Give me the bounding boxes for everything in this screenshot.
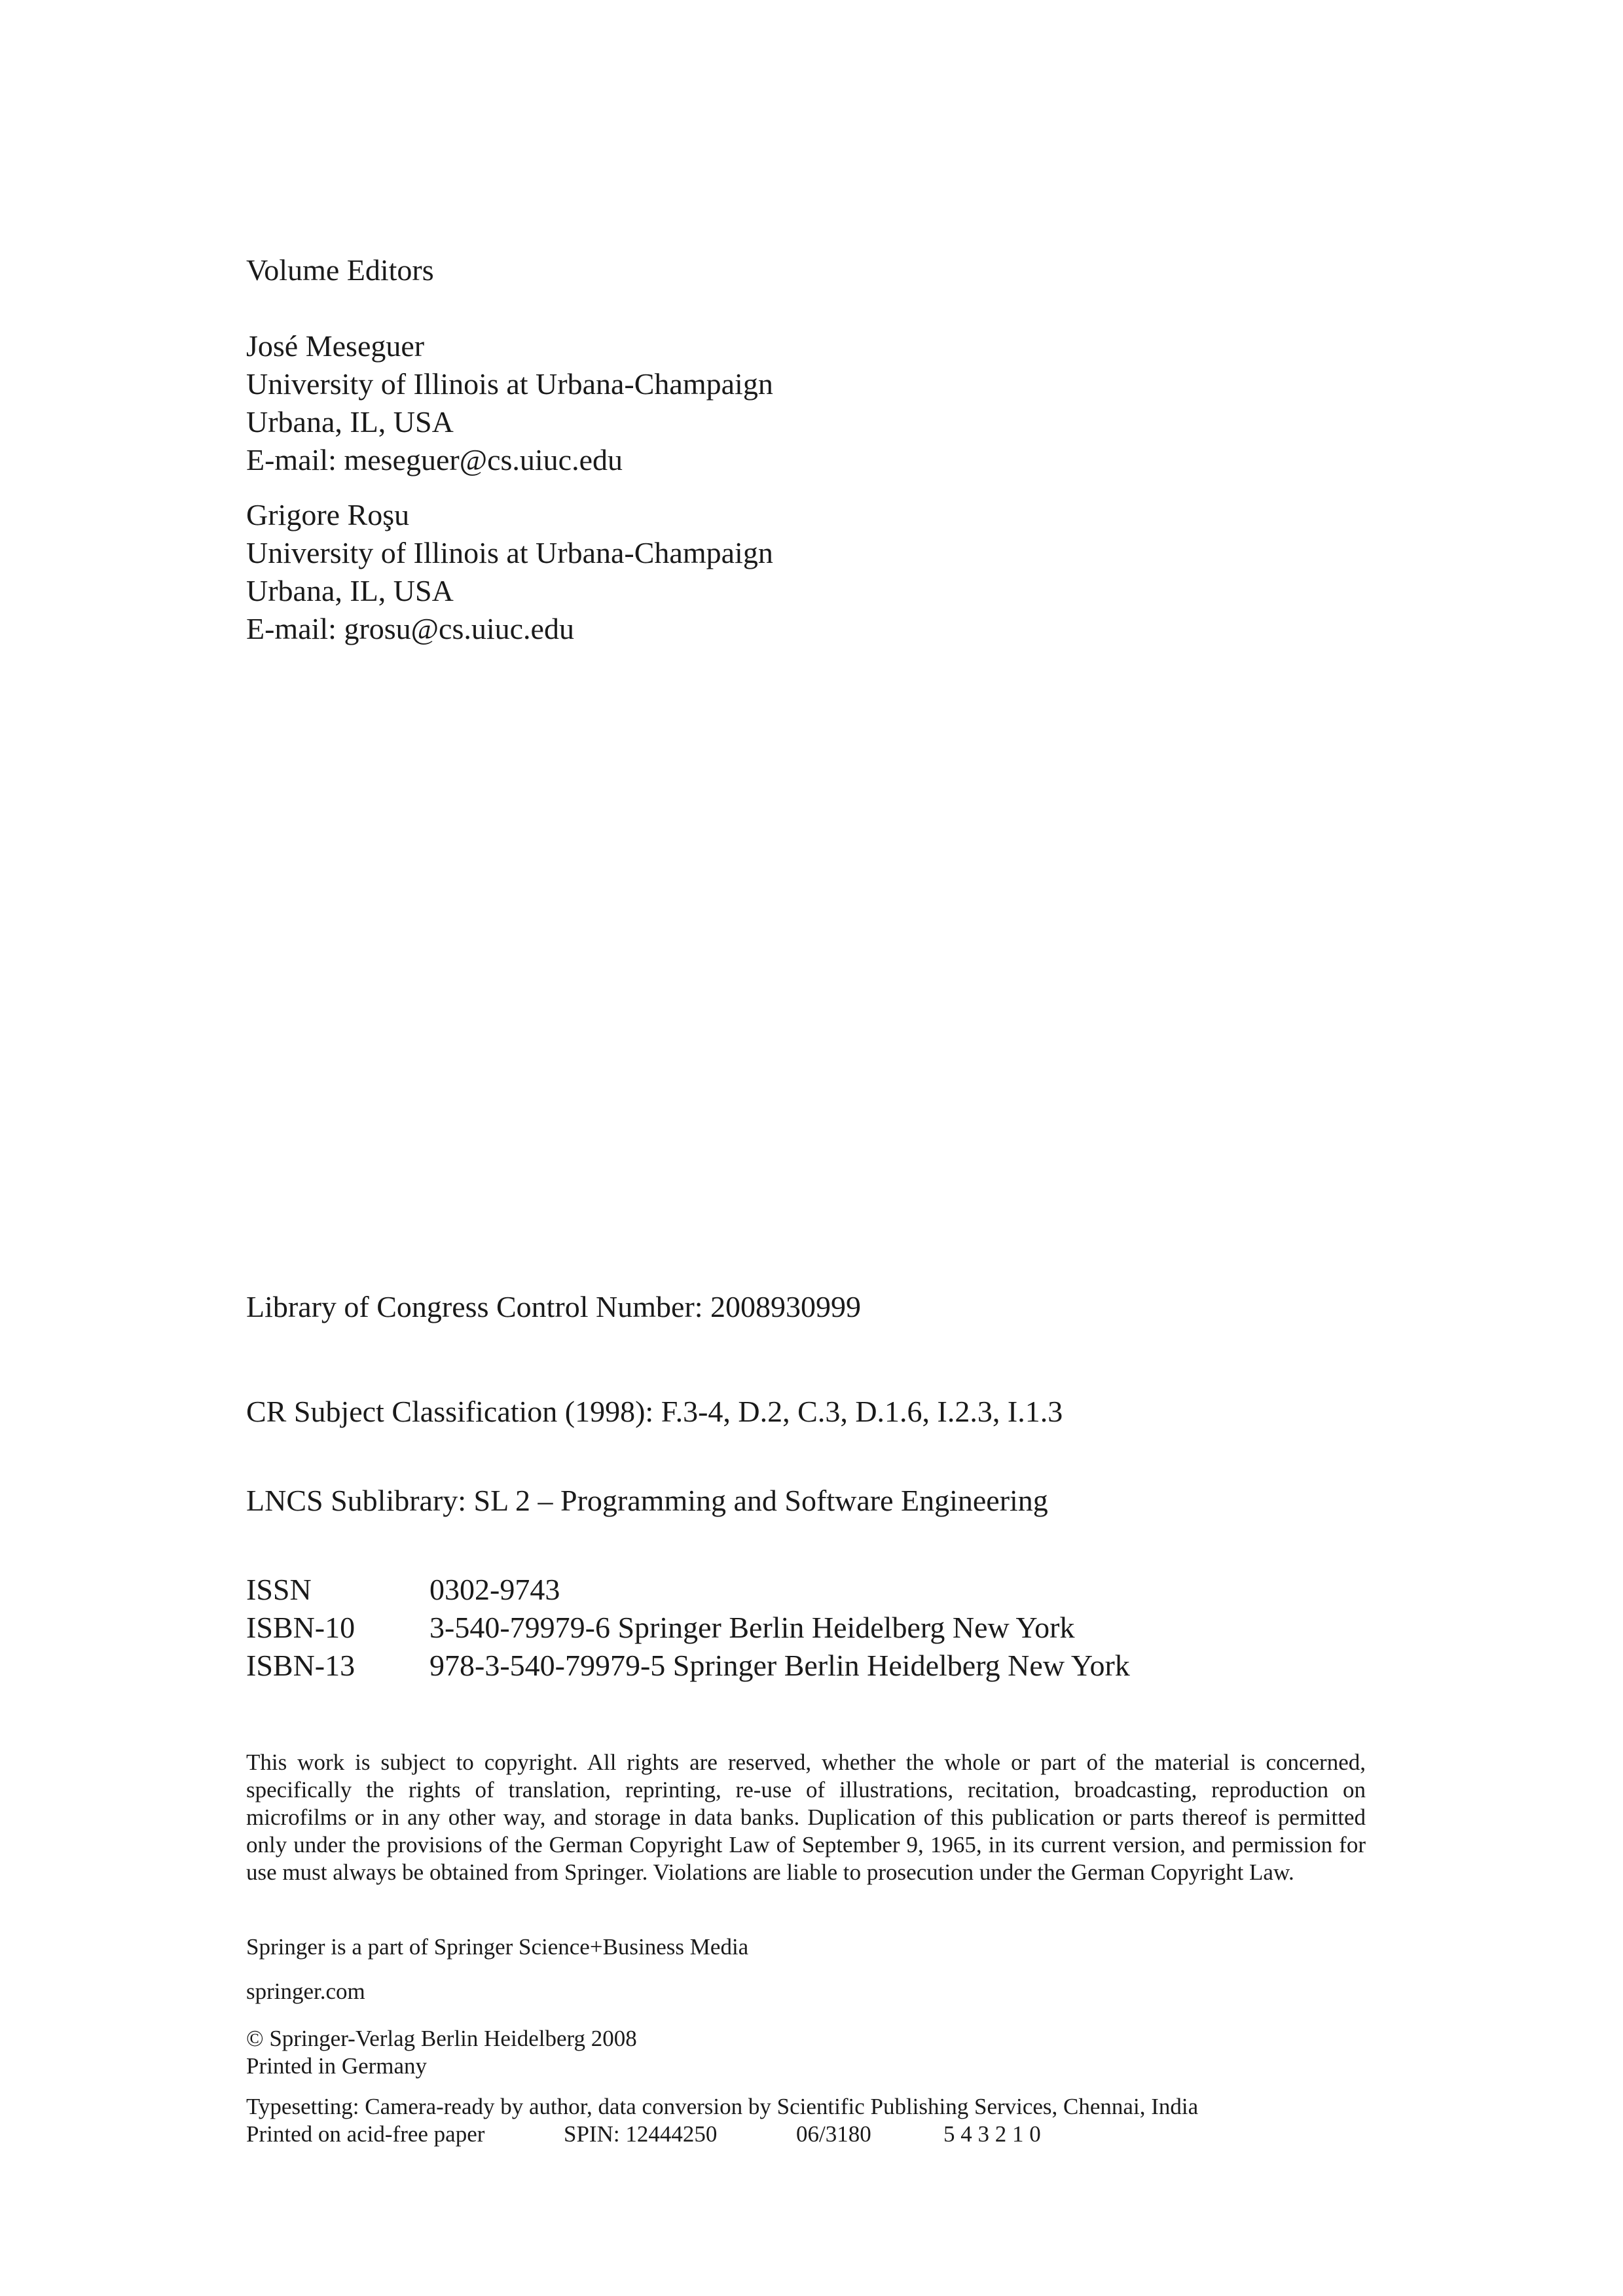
editor-affiliation: University of Illinois at Urbana-Champaign — [246, 536, 773, 569]
footer-row — [246, 2121, 1379, 2148]
printed-in-line: Printed in Germany — [246, 2053, 428, 2079]
volume-editors-heading — [246, 251, 434, 289]
lncs-sublibrary: LNCS Sublibrary: SL 2 – Programming and Software Engineering — [246, 1484, 1048, 1517]
identifier-row-isbn13 — [246, 1647, 1130, 1685]
editor-entry — [246, 327, 773, 479]
springer-url: springer.com — [246, 1979, 365, 2004]
typesetting-footer — [246, 2093, 1379, 2148]
identifier-row-isbn10 — [246, 1609, 1130, 1647]
editor-location: Urbana, IL, USA — [246, 405, 454, 439]
editor-name: José Meseguer — [246, 329, 425, 363]
acid-free-paper: Printed on acid-free paper — [246, 2121, 485, 2147]
identifier-value: 978-3-540-79979-5 Springer Berlin Heidelberg New York — [429, 1649, 1130, 1682]
printing-number: 5 4 3 2 1 0 — [943, 2121, 1041, 2147]
editor-entry — [246, 496, 773, 648]
spin-number: SPIN: 12444250 — [564, 2121, 718, 2147]
editor-email: E-mail: grosu@cs.uiuc.edu — [246, 612, 574, 645]
volume-editors-title: Volume Editors — [246, 253, 434, 287]
identifier-label: ISSN — [246, 1573, 312, 1606]
editor-location: Urbana, IL, USA — [246, 574, 454, 607]
identifier-label: ISBN-10 — [246, 1611, 356, 1644]
springer-part-line: Springer is a part of Springer Science+Business Media — [246, 1934, 749, 1960]
identifier-value: 3-540-79979-6 Springer Berlin Heidelberg New York — [429, 1611, 1075, 1644]
identifier-label: ISBN-13 — [246, 1649, 356, 1682]
printing-info — [246, 2025, 637, 2080]
editor-name: Grigore Roşu — [246, 498, 410, 531]
identifier-value: 0302-9743 — [429, 1573, 560, 1606]
cr-subject-classification: CR Subject Classification (1998): F.3-4, D.2, C.3, D.1.6, I.2.3, I.1.3 — [246, 1395, 1063, 1428]
copyright-notice: This work is subject to copyright. All rights are reserved, whether the whole or part of the material is concerned, specifically the rights of translation, reprinting, re-use of illustrations, recitation, broadcasting, reproduction on microfilms or in any other way, and storage in data banks. Duplication of this publication or parts thereof is permitted only under the provisions of the German Copyright Law of September 9, 1965, in its current version, and permission for use must always be obtained from Springer. Violations are liable to prosecution under the German Copyright Law. — [246, 1749, 1366, 1885]
identifier-table — [246, 1571, 1130, 1685]
copyright-line: © Springer-Verlag Berlin Heidelberg 2008 — [246, 2026, 637, 2051]
typesetting-line: Typesetting: Camera-ready by author, data conversion by Scientific Publishing Services, Chennai, India — [246, 2094, 1199, 2119]
identifier-row-issn — [246, 1571, 1130, 1609]
editor-affiliation: University of Illinois at Urbana-Champaign — [246, 367, 773, 401]
print-code: 06/3180 — [796, 2121, 871, 2147]
editor-email: E-mail: meseguer@cs.uiuc.edu — [246, 443, 623, 476]
lccn-line: Library of Congress Control Number: 2008930999 — [246, 1290, 862, 1323]
